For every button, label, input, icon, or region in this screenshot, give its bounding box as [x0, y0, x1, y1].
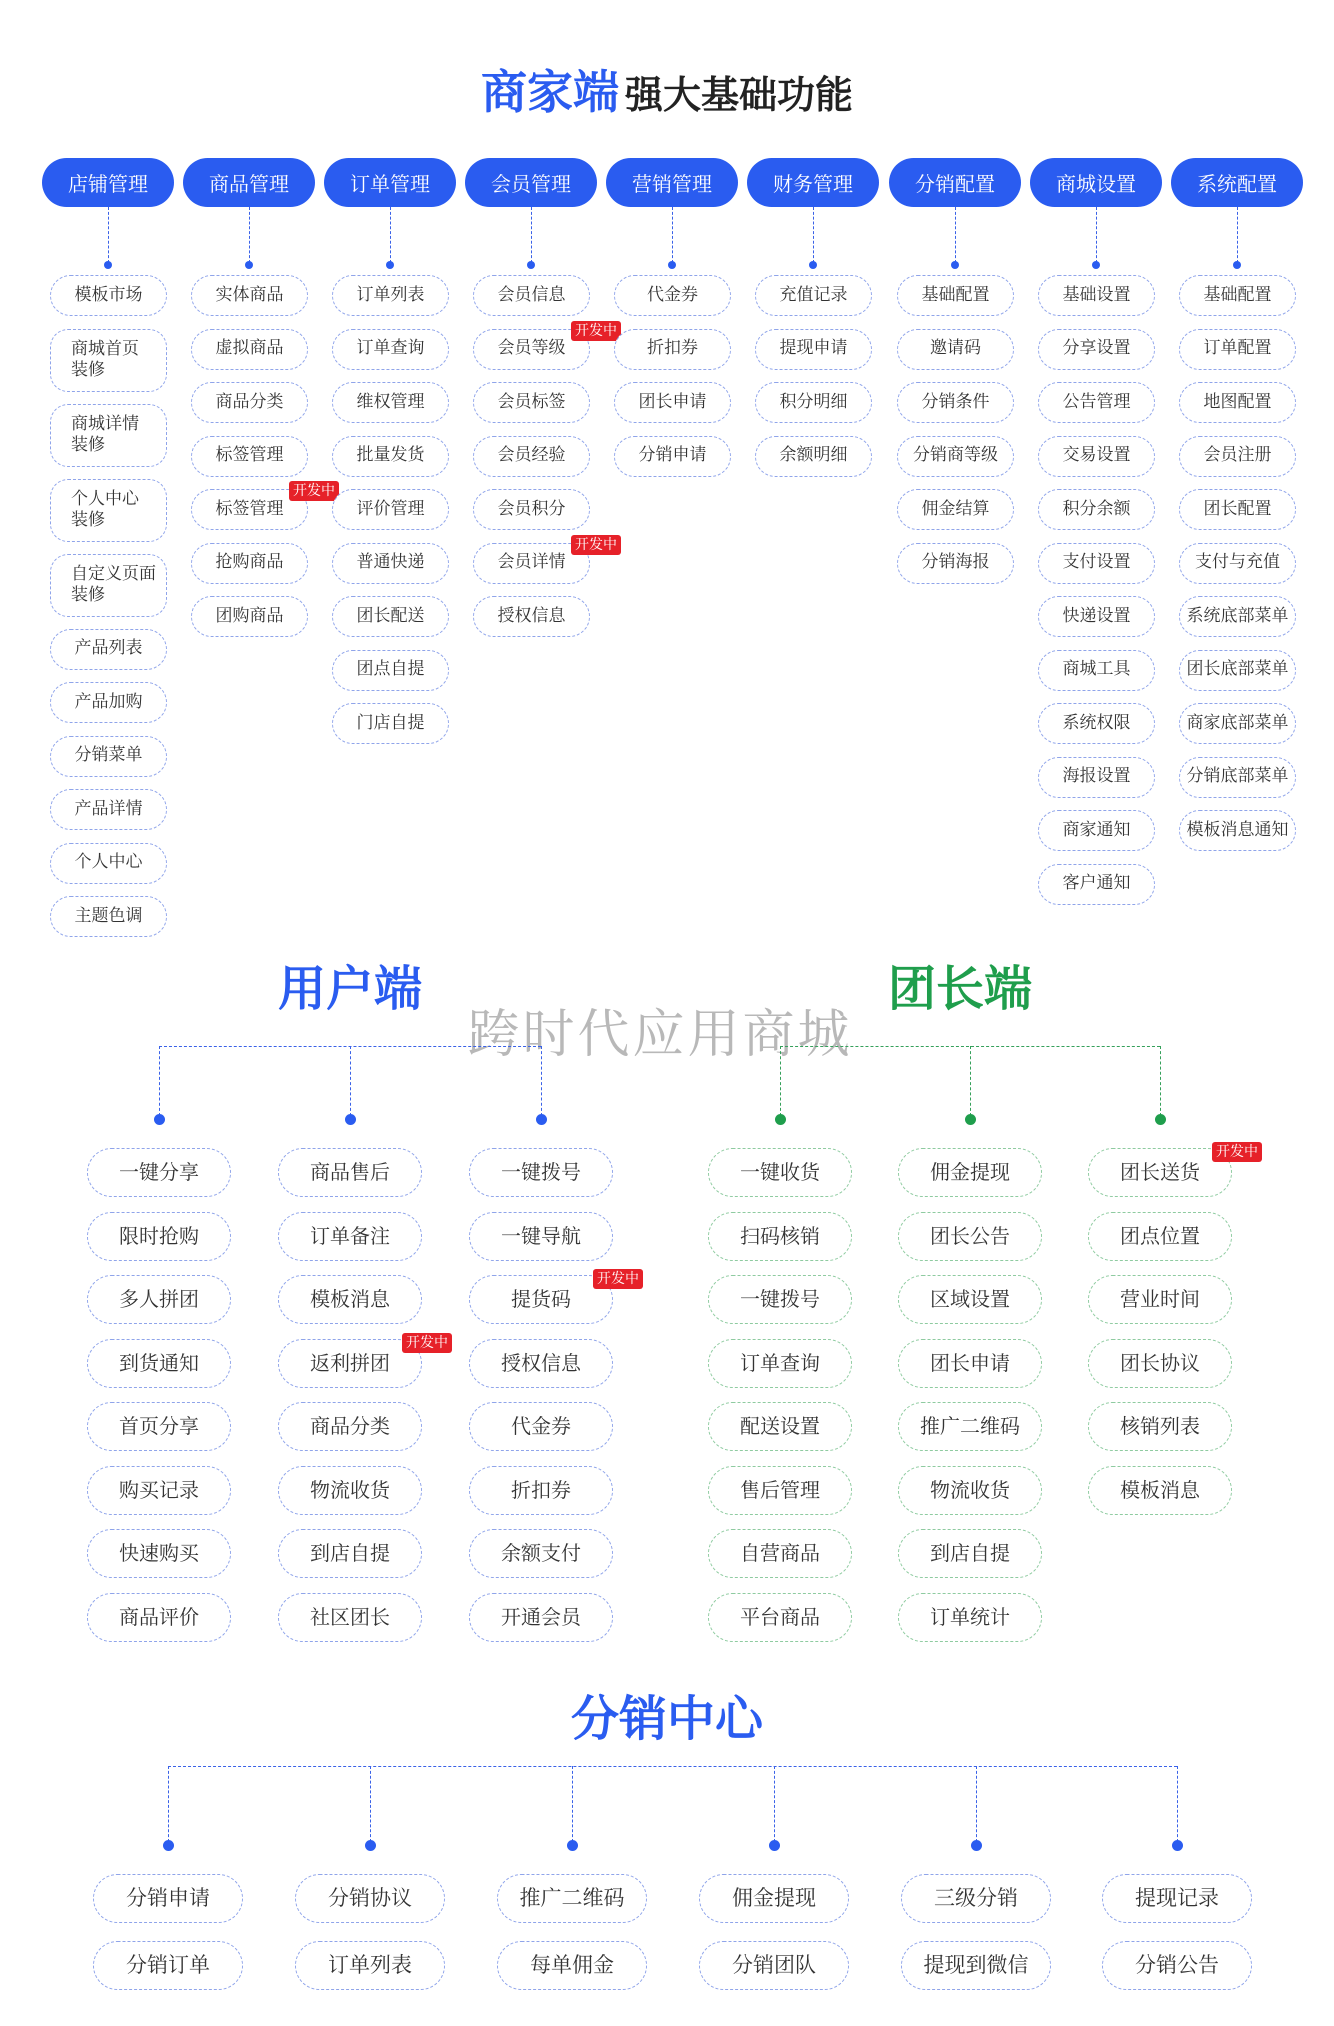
feature-item[interactable]: 商城详情 装修: [50, 404, 167, 467]
feature-item[interactable]: 分销海报: [897, 543, 1014, 584]
feature-item[interactable]: 分享设置: [1038, 329, 1155, 370]
feature-item[interactable]: 推广二维码: [898, 1402, 1042, 1451]
connector-dot: [386, 261, 394, 269]
feature-item[interactable]: 基础配置: [897, 275, 1014, 316]
feature-item[interactable]: 一键拨号: [469, 1148, 613, 1197]
feature-item[interactable]: 物流收货: [278, 1466, 422, 1515]
feature-item[interactable]: 分销底部菜单: [1179, 757, 1296, 798]
tree-line: [168, 1766, 1177, 1767]
feature-item[interactable]: 到货通知: [87, 1339, 231, 1388]
feature-item[interactable]: 返利拼团: [278, 1339, 422, 1388]
connector-dot: [668, 261, 676, 269]
leader-title: 团长端: [887, 961, 1032, 1017]
feature-item[interactable]: 提现申请: [755, 329, 872, 370]
status-badge: 开发中: [1212, 1142, 1262, 1162]
feature-item[interactable]: 个人中心: [50, 843, 167, 884]
feature-item[interactable]: 订单查询: [332, 329, 449, 370]
connector-dot: [245, 261, 253, 269]
feature-item[interactable]: 团点自提: [332, 650, 449, 691]
feature-item[interactable]: 自营商品: [708, 1529, 852, 1578]
nav-tab-1[interactable]: 店铺管理: [42, 158, 174, 207]
feature-item[interactable]: 一键分享: [87, 1148, 231, 1197]
nav-tab-4[interactable]: 会员管理: [465, 158, 597, 207]
feature-item[interactable]: 会员标签: [473, 382, 590, 423]
feature-item[interactable]: 分销条件: [897, 382, 1014, 423]
tree-dot: [1155, 1114, 1166, 1125]
feature-item[interactable]: 首页分享: [87, 1402, 231, 1451]
feature-item[interactable]: 分销协议: [295, 1874, 445, 1923]
feature-item[interactable]: 订单查询: [708, 1339, 852, 1388]
feature-item[interactable]: 自定义页面 装修: [50, 554, 167, 617]
status-badge: 开发中: [593, 1269, 643, 1289]
merchant-title-rest: 强大基础功能: [624, 73, 853, 117]
feature-item[interactable]: 推广二维码: [497, 1874, 647, 1923]
connector-line: [813, 207, 814, 263]
feature-item[interactable]: 主题色调: [50, 896, 167, 937]
feature-item[interactable]: 模板消息: [278, 1275, 422, 1324]
feature-item[interactable]: 评价管理: [332, 489, 449, 530]
feature-item[interactable]: 分销申请: [93, 1874, 243, 1923]
tree-line: [168, 1766, 169, 1842]
feature-item[interactable]: 模板消息通知: [1179, 810, 1296, 851]
feature-item[interactable]: 普通快递: [332, 543, 449, 584]
feature-item[interactable]: 提现到微信: [901, 1941, 1051, 1990]
nav-tab-7[interactable]: 分销配置: [889, 158, 1021, 207]
nav-tab-9[interactable]: 系统配置: [1171, 158, 1303, 207]
feature-item[interactable]: 团长申请: [898, 1339, 1042, 1388]
tree-dot: [345, 1114, 356, 1125]
feature-item[interactable]: 系统权限: [1038, 703, 1155, 744]
feature-item[interactable]: 维权管理: [332, 382, 449, 423]
feature-item[interactable]: 订单统计: [898, 1593, 1042, 1642]
feature-item[interactable]: 开通会员: [469, 1593, 613, 1642]
tree-line: [159, 1046, 160, 1116]
feature-item[interactable]: 系统底部菜单: [1179, 596, 1296, 637]
feature-item[interactable]: 折扣券: [614, 329, 731, 370]
feature-item[interactable]: 售后管理: [708, 1466, 852, 1515]
feature-item[interactable]: 支付设置: [1038, 543, 1155, 584]
merchant-title-accent: 商家端: [480, 65, 619, 119]
feature-item[interactable]: 团长协议: [1088, 1339, 1232, 1388]
feature-item[interactable]: 公告管理: [1038, 382, 1155, 423]
feature-item[interactable]: 扫码核销: [708, 1212, 852, 1261]
tree-line: [1177, 1766, 1178, 1842]
feature-item[interactable]: 物流收货: [898, 1466, 1042, 1515]
feature-item[interactable]: 模板市场: [50, 275, 167, 316]
feature-item[interactable]: 标签管理: [191, 436, 308, 477]
tree-line: [350, 1046, 351, 1116]
status-badge: 开发中: [289, 481, 339, 501]
feature-item[interactable]: 会员积分: [473, 489, 590, 530]
status-badge: 开发中: [571, 321, 621, 341]
feature-item[interactable]: 团购商品: [191, 596, 308, 637]
feature-item[interactable]: 余额支付: [469, 1529, 613, 1578]
tree-dot: [971, 1840, 982, 1851]
tree-line: [774, 1766, 775, 1842]
tree-line: [370, 1766, 371, 1842]
feature-item[interactable]: 个人中心 装修: [50, 479, 167, 542]
feature-item[interactable]: 虚拟商品: [191, 329, 308, 370]
feature-item[interactable]: 授权信息: [473, 596, 590, 637]
feature-item[interactable]: 会员等级: [473, 329, 590, 370]
feature-item[interactable]: 三级分销: [901, 1874, 1051, 1923]
watermark-text: 跨时代应用商城: [467, 1005, 853, 1065]
feature-item[interactable]: 商城首页 装修: [50, 329, 167, 392]
feature-item[interactable]: 商品售后: [278, 1148, 422, 1197]
feature-item[interactable]: 商家底部菜单: [1179, 703, 1296, 744]
feature-item[interactable]: 门店自提: [332, 703, 449, 744]
feature-item[interactable]: 团长配置: [1179, 489, 1296, 530]
feature-item[interactable]: 会员经验: [473, 436, 590, 477]
connector-line: [108, 207, 109, 263]
tree-line: [572, 1766, 573, 1842]
feature-item[interactable]: 商品分类: [191, 382, 308, 423]
status-badge: 开发中: [402, 1333, 452, 1353]
feature-item[interactable]: 社区团长: [278, 1593, 422, 1642]
connector-line: [531, 207, 532, 263]
tree-dot: [536, 1114, 547, 1125]
feature-item[interactable]: 会员详情: [473, 543, 590, 584]
tree-dot: [775, 1114, 786, 1125]
feature-item[interactable]: 代金券: [469, 1402, 613, 1451]
feature-item[interactable]: 团长申请: [614, 382, 731, 423]
feature-item[interactable]: 授权信息: [469, 1339, 613, 1388]
feature-item[interactable]: 代金券: [614, 275, 731, 316]
feature-item[interactable]: 会员信息: [473, 275, 590, 316]
connector-dot: [1233, 261, 1241, 269]
tree-dot: [163, 1840, 174, 1851]
feature-item[interactable]: 邀请码: [897, 329, 1014, 370]
feature-item[interactable]: 商城工具: [1038, 650, 1155, 691]
merchant-title: [0, 56, 1334, 122]
feature-item[interactable]: 佣金结算: [897, 489, 1014, 530]
feature-item[interactable]: 分销公告: [1102, 1941, 1252, 1990]
feature-item[interactable]: 订单配置: [1179, 329, 1296, 370]
connector-dot: [104, 261, 112, 269]
feature-item[interactable]: 佣金提现: [898, 1148, 1042, 1197]
nav-tab-6[interactable]: 财务管理: [747, 158, 879, 207]
feature-item[interactable]: 会员注册: [1179, 436, 1296, 477]
feature-item[interactable]: 团点位置: [1088, 1212, 1232, 1261]
feature-item[interactable]: 限时抢购: [87, 1212, 231, 1261]
tree-dot: [365, 1840, 376, 1851]
nav-tab-8[interactable]: 商城设置: [1030, 158, 1162, 207]
feature-item[interactable]: 订单备注: [278, 1212, 422, 1261]
tree-dot: [1172, 1840, 1183, 1851]
tree-line: [541, 1046, 542, 1116]
status-badge: 开发中: [571, 535, 621, 555]
nav-tab-2[interactable]: 商品管理: [183, 158, 315, 207]
user-title: 用户端: [277, 961, 422, 1017]
feature-item[interactable]: 积分余额: [1038, 489, 1155, 530]
feature-item[interactable]: 批量发货: [332, 436, 449, 477]
connector-line: [390, 207, 391, 263]
feature-item[interactable]: 提货码: [469, 1275, 613, 1324]
feature-item[interactable]: 产品加购: [50, 682, 167, 723]
feature-item[interactable]: 营业时间: [1088, 1275, 1232, 1324]
feature-item[interactable]: 商家通知: [1038, 810, 1155, 851]
feature-item[interactable]: 一键拨号: [708, 1275, 852, 1324]
feature-item[interactable]: 区域设置: [898, 1275, 1042, 1324]
feature-item[interactable]: 快速购买: [87, 1529, 231, 1578]
tree-line: [976, 1766, 977, 1842]
feature-item[interactable]: 分销商等级: [897, 436, 1014, 477]
tree-dot: [965, 1114, 976, 1125]
feature-item[interactable]: 多人拼团: [87, 1275, 231, 1324]
connector-dot: [809, 261, 817, 269]
connector-dot: [527, 261, 535, 269]
connector-dot: [1092, 261, 1100, 269]
feature-item[interactable]: 支付与充值: [1179, 543, 1296, 584]
feature-item[interactable]: 积分明细: [755, 382, 872, 423]
feature-item[interactable]: 快递设置: [1038, 596, 1155, 637]
feature-item[interactable]: 产品列表: [50, 629, 167, 670]
tree-line: [970, 1046, 971, 1116]
feature-item[interactable]: 标签管理: [191, 489, 308, 530]
nav-tab-3[interactable]: 订单管理: [324, 158, 456, 207]
feature-item[interactable]: 基础设置: [1038, 275, 1155, 316]
tree-dot: [769, 1840, 780, 1851]
feature-item[interactable]: 海报设置: [1038, 757, 1155, 798]
feature-item[interactable]: 一键导航: [469, 1212, 613, 1261]
feature-item[interactable]: 分销订单: [93, 1941, 243, 1990]
feature-item[interactable]: 平台商品: [708, 1593, 852, 1642]
feature-item[interactable]: 分销申请: [614, 436, 731, 477]
feature-item[interactable]: 实体商品: [191, 275, 308, 316]
feature-item[interactable]: 提现记录: [1102, 1874, 1252, 1923]
feature-item[interactable]: 团长公告: [898, 1212, 1042, 1261]
tree-line: [780, 1046, 781, 1116]
feature-item[interactable]: 交易设置: [1038, 436, 1155, 477]
feature-item[interactable]: 分销菜单: [50, 736, 167, 777]
feature-item[interactable]: 订单列表: [332, 275, 449, 316]
feature-item[interactable]: 产品详情: [50, 789, 167, 830]
feature-item[interactable]: 充值记录: [755, 275, 872, 316]
feature-item[interactable]: 佣金提现: [699, 1874, 849, 1923]
feature-item[interactable]: 分销团队: [699, 1941, 849, 1990]
feature-item[interactable]: 抢购商品: [191, 543, 308, 584]
nav-tab-5[interactable]: 营销管理: [606, 158, 738, 207]
feature-item[interactable]: 地图配置: [1179, 382, 1296, 423]
feature-item[interactable]: 配送设置: [708, 1402, 852, 1451]
feature-item[interactable]: 到店自提: [278, 1529, 422, 1578]
feature-item[interactable]: 核销列表: [1088, 1402, 1232, 1451]
feature-item[interactable]: 到店自提: [898, 1529, 1042, 1578]
feature-item[interactable]: 购买记录: [87, 1466, 231, 1515]
feature-item[interactable]: 折扣券: [469, 1466, 613, 1515]
feature-item[interactable]: 模板消息: [1088, 1466, 1232, 1515]
distribution-title: 分销中心: [570, 1691, 763, 1747]
feature-item[interactable]: 基础配置: [1179, 275, 1296, 316]
feature-item[interactable]: 订单列表: [295, 1941, 445, 1990]
connector-dot: [951, 261, 959, 269]
feature-item[interactable]: 客户通知: [1038, 864, 1155, 905]
connector-line: [249, 207, 250, 263]
connector-line: [955, 207, 956, 263]
feature-item[interactable]: 团长底部菜单: [1179, 650, 1296, 691]
connector-line: [1096, 207, 1097, 263]
feature-item[interactable]: 每单佣金: [497, 1941, 647, 1990]
feature-item[interactable]: 团长配送: [332, 596, 449, 637]
connector-line: [1237, 207, 1238, 263]
feature-item[interactable]: 商品分类: [278, 1402, 422, 1451]
tree-dot: [154, 1114, 165, 1125]
tree-line: [1160, 1046, 1161, 1116]
connector-line: [672, 207, 673, 263]
feature-item[interactable]: 余额明细: [755, 436, 872, 477]
feature-item[interactable]: 团长送货: [1088, 1148, 1232, 1197]
feature-item[interactable]: 一键收货: [708, 1148, 852, 1197]
feature-item[interactable]: 商品评价: [87, 1593, 231, 1642]
tree-dot: [567, 1840, 578, 1851]
